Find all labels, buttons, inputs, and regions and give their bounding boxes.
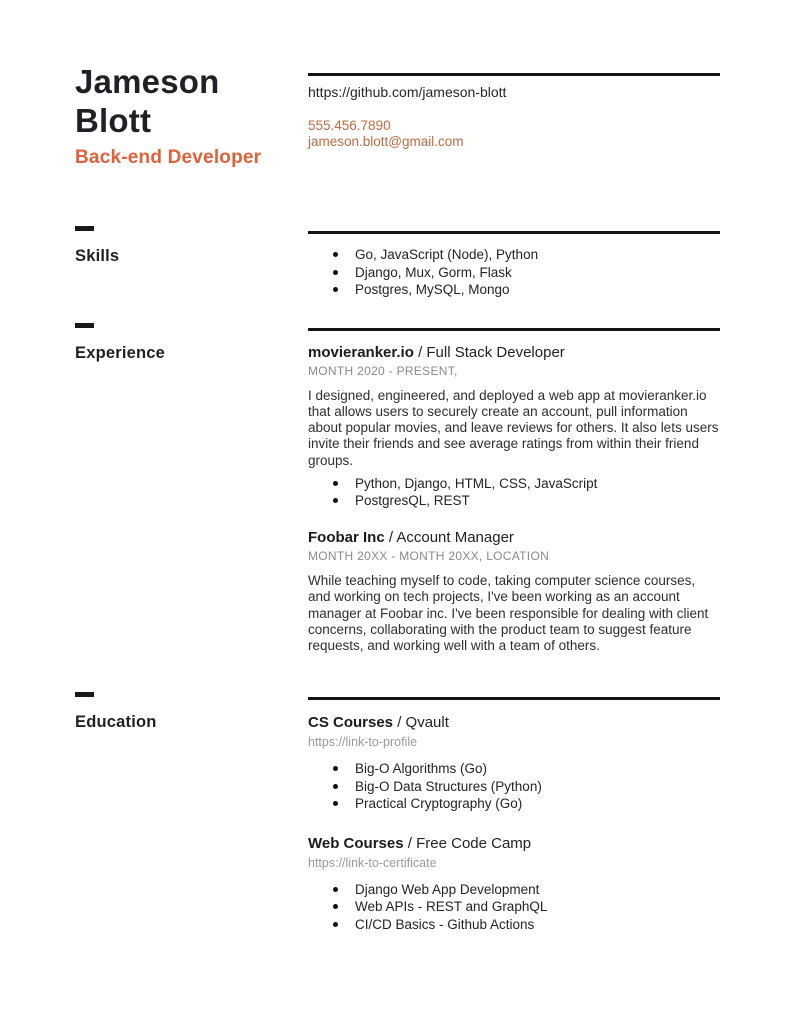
entry-title <box>308 713 720 733</box>
education-heading: Education <box>75 713 157 732</box>
entry-role: / Account Manager <box>388 528 514 546</box>
experience-section <box>75 323 720 655</box>
entry-role: / Full Stack Developer <box>418 343 565 361</box>
experience-entry <box>308 528 720 654</box>
entry-bullet-list <box>308 475 720 510</box>
email-link[interactable]: jameson.blott@gmail.com <box>308 134 464 149</box>
section-dash <box>75 323 94 328</box>
phone-link[interactable]: 555.456.7890 <box>308 118 391 133</box>
entry-bullet-list <box>308 881 720 934</box>
section-divider-line <box>308 231 720 234</box>
section-dash <box>75 226 94 231</box>
entry-org: CS Courses <box>308 714 394 732</box>
list-item: Django, Mux, Gorm, Flask <box>308 264 720 282</box>
profile-link[interactable]: https://link-to-profile <box>308 735 418 750</box>
person-name <box>75 62 308 140</box>
github-link[interactable]: https://github.com/jameson-blott <box>308 84 507 100</box>
header <box>75 62 720 169</box>
experience-heading: Experience <box>75 343 166 362</box>
experience-entry <box>308 343 720 510</box>
entry-description: While teaching myself to code, taking computer science courses, and working on tech projects, I've been working as an account manager at Foobar inc. I've been responsible for dealing with client concerns, collaborating with the product team to suggest feature requests, and working well with a team of others. <box>308 572 709 654</box>
entry-bullet-list <box>308 760 720 813</box>
person-name-line1: Jameson <box>75 63 220 100</box>
contact-block <box>308 118 720 150</box>
entry-dates: MONTH 20XX - MONTH 20XX, LOCATION <box>308 548 550 563</box>
entry-org: Foobar Inc <box>308 528 385 546</box>
entry-role: / Free Code Camp <box>407 834 532 852</box>
entry-description: I designed, engineered, and deployed a web app at movieranker.io that allows users to securely create an account, pull information about popular movies, and leave reviews for others. It also lets users invite their friends and see average ratings from within their friend groups. <box>308 387 719 468</box>
list-item: Big-O Data Structures (Python) <box>308 778 720 796</box>
header-divider-line <box>308 73 720 76</box>
section-dash <box>75 692 94 697</box>
list-item: Practical Cryptography (Go) <box>308 795 720 813</box>
entry-org: Web Courses <box>308 834 404 852</box>
list-item: PostgresQL, REST <box>308 492 720 510</box>
entry-org: movieranker.io <box>308 343 414 361</box>
entry-title <box>308 343 720 363</box>
certificate-link[interactable]: https://link-to-certificate <box>308 855 437 870</box>
section-divider-line <box>308 328 720 331</box>
skills-heading: Skills <box>75 247 120 265</box>
list-item: Go, JavaScript (Node), Python <box>308 246 720 264</box>
skills-list <box>308 246 720 299</box>
person-name-line2: Blott <box>75 102 152 139</box>
education-entry <box>308 834 720 934</box>
list-item: Web APIs - REST and GraphQL <box>308 898 720 916</box>
list-item: Postgres, MySQL, Mongo <box>308 281 720 299</box>
list-item: Django Web App Development <box>308 881 720 899</box>
list-item: CI/CD Basics - Github Actions <box>308 916 720 934</box>
job-title: Back-end Developer <box>75 147 262 168</box>
education-section <box>75 692 720 933</box>
list-item: Big-O Algorithms (Go) <box>308 760 720 778</box>
entry-dates: MONTH 2020 - PRESENT, <box>308 363 458 378</box>
entry-role: / Qvault <box>397 714 449 732</box>
entry-title <box>308 528 720 548</box>
skills-section <box>75 226 720 299</box>
section-divider-line <box>308 697 720 700</box>
entry-title <box>308 834 720 854</box>
education-entry <box>308 713 720 813</box>
list-item: Python, Django, HTML, CSS, JavaScript <box>308 475 720 493</box>
